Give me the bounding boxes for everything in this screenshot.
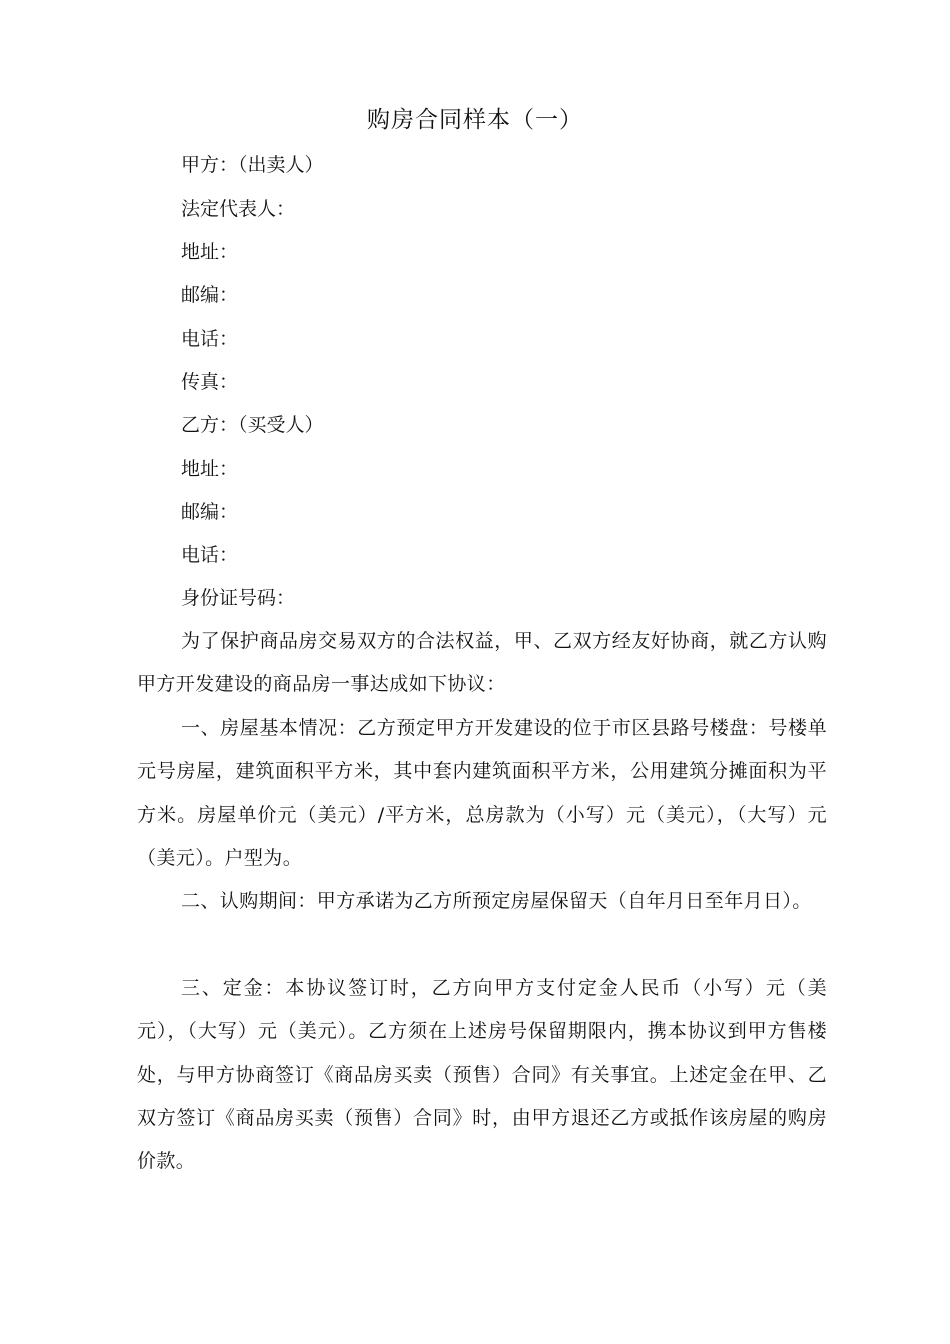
paragraph-preamble: 为了保护商品房交易双方的合法权益，甲、乙双方经友好协商，就乙方认购甲方开发建设的商品房一事达成如下协议： xyxy=(137,630,827,696)
party-a-postcode: 邮编： xyxy=(181,284,239,306)
party-b-postcode: 邮编： xyxy=(181,501,239,523)
party-b-address: 地址： xyxy=(181,458,239,480)
paragraph-house-info: 一、房屋基本情况：乙方预定甲方开发建设的位于市区县路号楼盘：号楼单元号房屋，建筑面积平方米，其中套内建筑面积平方米，公用建筑分摊面积为平方米。房屋单价元（美元）/平方米，总房款为（小写）元（美元），（大写）元（美元）。户型为。 xyxy=(137,717,827,869)
party-b-phone: 电话： xyxy=(181,544,239,566)
document-title: 购房合同样本（一） xyxy=(367,107,583,133)
party-b-label: 乙方：（买受人） xyxy=(181,414,324,436)
party-a-label: 甲方：（出卖人） xyxy=(181,154,324,176)
party-a-fax: 传真： xyxy=(181,371,239,393)
party-a-phone: 电话： xyxy=(181,328,239,350)
party-b-id-number: 身份证号码： xyxy=(181,587,296,609)
party-a-address: 地址： xyxy=(181,241,239,263)
party-a-representative: 法定代表人： xyxy=(181,198,296,220)
paragraph-subscription-period: 二、认购期间：甲方承诺为乙方所预定房屋保留天（自年月日至年月日）。 xyxy=(181,890,812,912)
paragraph-deposit: 三、定金：本协议签订时，乙方向甲方支付定金人民币（小写）元（美元），（大写）元（美元）。乙方须在上述房号保留期限内，携本协议到甲方售楼处，与甲方协商签订《商品房买卖（预售）合同》有关事宜。上述定金在甲、乙双方签订《商品房买卖（预售）合同》时，由甲方退还乙方或抵作该房屋的购房价款。 xyxy=(137,977,827,1173)
